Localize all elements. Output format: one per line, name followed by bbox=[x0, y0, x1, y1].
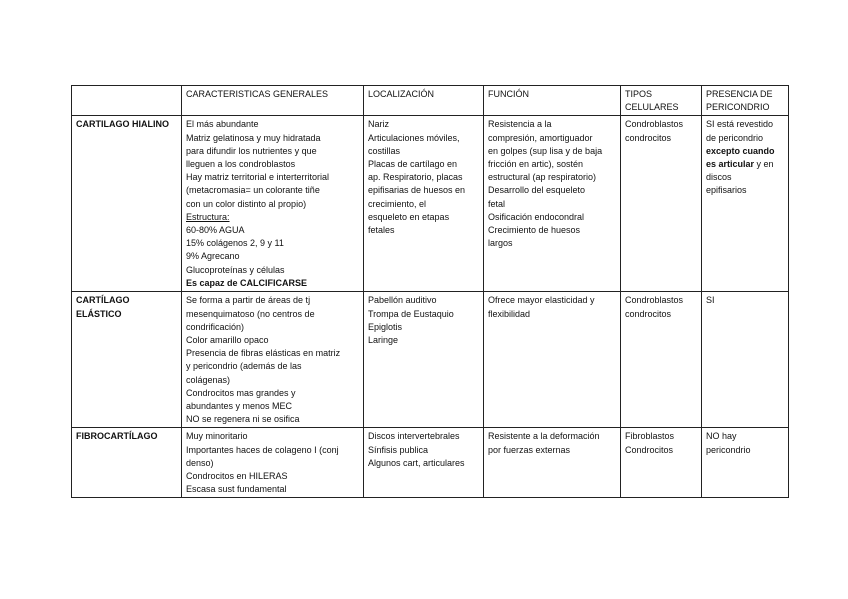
header-pericondrio: PRESENCIA DE PERICONDRIO bbox=[702, 86, 789, 116]
header-cell-empty bbox=[72, 86, 182, 116]
cell-tipos-fibrocartilago: Fibroblastos Condrocitos bbox=[621, 428, 702, 498]
row-label-elastico: CARTÍLAGO ELÁSTICO bbox=[72, 292, 182, 428]
header-funcion: FUNCIÓN bbox=[484, 86, 621, 116]
table-row-fibrocartilago bbox=[72, 428, 789, 498]
cell-pericondrio-elastico: SI bbox=[702, 292, 789, 428]
cell-localizacion-fibrocartilago: Discos intervertebrales Sínfisis publica Algunos cart, articulares bbox=[364, 428, 484, 498]
cell-tipos-elastico: Condroblastos condrocitos bbox=[621, 292, 702, 428]
cell-caracteristicas-hialino: El más abundante Matriz gelatinosa y muy hidratada para difundir los nutrientes y que lleguen a los condroblastos Hay matriz territorial e interterritorial (metacromasia= un colorante tiñe con un color distinto al propio) Estructura: 60-80% AGUA 15% colágenos 2, 9 y 11 9% Agrecano Glucoproteínas y células Es capaz de CALCIFICARSE bbox=[182, 116, 364, 292]
cell-caracteristicas-fibrocartilago: Muy minoritario Importantes haces de colageno I (conj denso) Condrocitos en HILERAS Escasa sust fundamental bbox=[182, 428, 364, 498]
cell-tipos-hialino: Condroblastos condrocitos bbox=[621, 116, 702, 292]
cell-funcion-hialino: Resistencia a la compresión, amortiguador en golpes (sup lisa y de baja fricción en artic), sostén estructural (ap respiratorio) Desarrollo del esqueleto fetal Osificación endocondral Crecimiento de huesos largos bbox=[484, 116, 621, 292]
cell-localizacion-hialino: Nariz Articulaciones móviles, costillas Placas de cartílago en ap. Respiratorio, placas epifisarias de huesos en crecimiento, el esqueleto en etapas fetales bbox=[364, 116, 484, 292]
cartilage-table bbox=[71, 85, 789, 498]
cell-pericondrio-fibrocartilago: NO hay pericondrio bbox=[702, 428, 789, 498]
table-row-hialino bbox=[72, 116, 789, 292]
cell-funcion-fibrocartilago: Resistente a la deformación por fuerzas externas bbox=[484, 428, 621, 498]
row-label-hialino: CARTILAGO HIALINO bbox=[72, 116, 182, 292]
header-tipos-celulares: TIPOS CELULARES bbox=[621, 86, 702, 116]
cell-funcion-elastico: Ofrece mayor elasticidad y flexibilidad bbox=[484, 292, 621, 428]
estructura-heading: Estructura: bbox=[186, 211, 230, 222]
table-row-elastico bbox=[72, 292, 789, 428]
calcificarse-note: Es capaz de CALCIFICARSE bbox=[186, 277, 308, 288]
header-caracteristicas: CARACTERISTICAS GENERALES bbox=[182, 86, 364, 116]
cell-localizacion-elastico: Pabellón auditivo Trompa de Eustaquio Epiglotis Laringe bbox=[364, 292, 484, 428]
row-label-fibrocartilago: FIBROCARTÍLAGO bbox=[72, 428, 182, 498]
cell-pericondrio-hialino: SI está revestido de pericondrio excepto cuando es articular y en discos epifisarios bbox=[702, 116, 789, 292]
header-row bbox=[72, 86, 789, 116]
header-localizacion: LOCALIZACIÓN bbox=[364, 86, 484, 116]
cell-caracteristicas-elastico: Se forma a partir de áreas de tj mesenquimatoso (no centros de condrificación) Color amarillo opaco Presencia de fibras elásticas en matriz y pericondrio (además de las colágenas) Condrocitos mas grandes y abundantes y menos MEC NO se regenera ni se osifica bbox=[182, 292, 364, 428]
